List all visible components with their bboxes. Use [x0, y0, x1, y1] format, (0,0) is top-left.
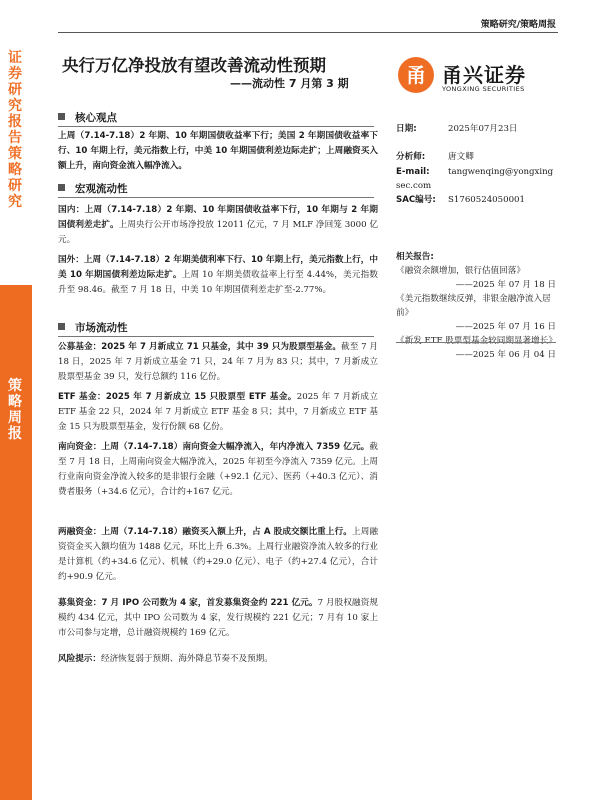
section-core-heading: 核心观点	[58, 110, 117, 124]
logo-mark-icon: 甬	[398, 57, 434, 93]
related-report-date: ——2025 年 06 月 04 日	[455, 350, 556, 360]
sac-number: SAC编号: S1760524050001	[396, 195, 525, 205]
report-subtitle: ——流动性 7 月第 3 期	[230, 77, 349, 90]
header-divider	[58, 32, 558, 33]
market-ipo-paragraph: 募集资金：7 月 IPO 公司数为 4 家，首发募集资金约 221 亿元。7 月股权融资规模约 434 亿元，其中 IPO 公司数为 4 家，发行规模约 221 亿元；7 月有 10 家上市公司参与定增，总计融资规模约 169 亿元。	[58, 598, 378, 638]
macro-domestic-paragraph: 国内：上周（7.14-7.18）2 年期、10 年期国债收益率下行，10 年期与 2 年期国债利差走扩。上周央行公开市场净投放 12011 亿元，7 月 MLF 净回笼 3000 亿元。	[58, 205, 378, 245]
related-report-item[interactable]: 《美元指数继续反弹，非银金融净流入居前》	[396, 294, 551, 318]
section-divider	[58, 126, 374, 127]
macro-overseas-paragraph: 国外：上周（7.14-7.18）2 年期美债利率下行、10 年期上行，美元指数上行，中美 10 年期国债利差边际走扩。上周 10 年期美债收益率上行至 4.44%，美元指数升至 98.46。截至 7 月 18 日，中美 10 年期国债利差走扩至-2.77%。	[58, 255, 378, 295]
core-paragraph: 上周（7.14-7.18）2 年期、10 年期国债收益率下行；美国 2 年期国债收益率下行、10 年期上行，美元指数上行，中美 10 年期国债利差边际走扩；上周融资买入额上升，南向资金流入幅净流入。	[58, 131, 378, 171]
sidebar	[0, 40, 32, 800]
sidebar-orange-band	[0, 285, 32, 800]
report-title: 央行万亿净投放有望改善流动性预期	[62, 56, 326, 75]
section-divider	[58, 336, 374, 337]
section-square-icon	[58, 184, 65, 191]
related-reports-title: 相关报告:	[396, 252, 434, 262]
company-logo	[398, 57, 558, 97]
report-category-tag: 策略研究/策略周报	[480, 20, 556, 30]
risk-notice: 风险提示：经济恢复弱于预期、海外降息节奏不及预期。	[58, 654, 273, 664]
market-southbound-paragraph: 南向资金：上周（7.14-7.18）南向资金大幅净流入，年内净流入 7359 亿元。截至 7 月 18 日，上周南向资金大幅净流入，2025 年初至今净流入 7359 亿元。上周行业南向资金净流入较多的是非银行金融（+92.1 亿元）、医药（+40.3 亿元）、消费者服务（+34.6 亿元），合计约+167 亿元。	[58, 442, 378, 497]
section-market-heading: 市场流动性	[58, 320, 128, 334]
logo-english: YONGXING SECURITIES	[442, 85, 525, 93]
logo-name: 甬兴证券	[442, 63, 526, 87]
sidebar-bottom-label: 策略周报	[8, 378, 22, 442]
section-square-icon	[58, 113, 65, 120]
section-macro-heading: 宏观流动性	[58, 181, 128, 195]
section-divider	[58, 197, 374, 198]
sidebar-top-label: 证券研究报告 策略研究	[8, 50, 22, 210]
analyst-name: 分析师: 唐文卿	[396, 152, 474, 162]
related-reports	[396, 250, 556, 362]
related-report-date: ——2025 年 07 月 18 日	[455, 280, 556, 290]
analyst-email: E-mail: tangwenqing@yongxingsec.com	[396, 167, 554, 191]
market-fund-paragraph: 公募基金：2025 年 7 月新成立 71 只基金，其中 39 只为股票型基金。截至 7 月 18 日，2025 年 7 月新成立基金 71 只，24 年 7 月为 83 只；其中，7 月新成立股票型基金 39 只，发行总额约 116 亿份。	[58, 342, 379, 382]
market-margin-paragraph: 两融资金：上周（7.14-7.18）融资买入额上升，占 A 股成交额比重上行。上周融资资金买入额均值为 1488 亿元，环比上升 6.3%。上周行业融资净流入较多的行业是计算机（约+34.6 亿元）、机械（约+29.0 亿元）、电子（约+27.4 亿元），合计约+90.9 亿元。	[58, 527, 378, 582]
related-report-date: ——2025 年 07 月 16 日	[455, 322, 556, 332]
related-report-item[interactable]: 《新发 ETF 股票型基金较同期显著增长》	[396, 336, 557, 346]
related-divider	[396, 342, 556, 343]
sidebar-top	[0, 40, 32, 280]
report-date: 日期: 2025年07月23日	[396, 124, 518, 134]
section-square-icon	[58, 323, 65, 330]
market-etf-paragraph: ETF 基金：2025 年 7 月新成立 15 只股票型 ETF 基金。2025 年 7 月新成立 ETF 基金 22 只，2024 年 7 月新成立 ETF 基金 8 只；其中，7 月新成立 ETF 基金 15 只为股票型基金，发行份额 68 亿份。	[58, 392, 378, 432]
related-report-item[interactable]: 《融资余额增加，银行估值回落》	[396, 266, 525, 276]
